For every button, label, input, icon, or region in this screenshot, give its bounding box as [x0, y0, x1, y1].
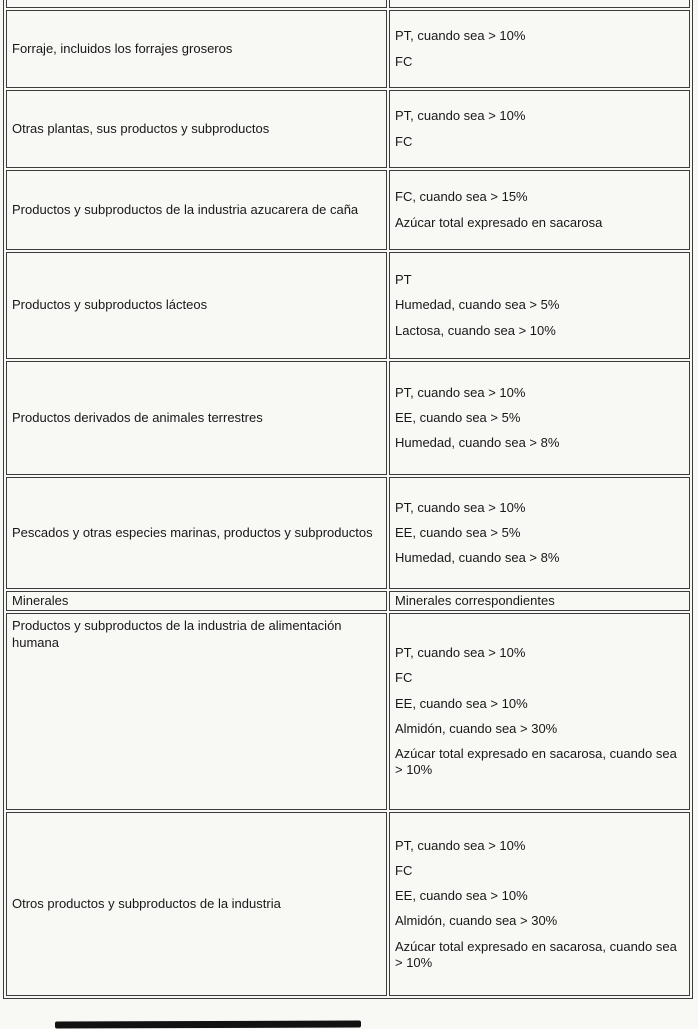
- category-cell: [6, 90, 387, 168]
- category-cell: [6, 812, 387, 996]
- category-label: Productos derivados de animales terrestres: [12, 409, 263, 425]
- requirement-line: EE, cuando sea > 10%: [395, 695, 528, 711]
- requirement-line: FC: [395, 53, 413, 69]
- requirement-line: Almidón, cuando sea > 30%: [395, 913, 558, 929]
- category-cell: [6, 252, 387, 359]
- table-row: [6, 477, 690, 589]
- table-row: [6, 613, 690, 810]
- requirement-line: Humedad, cuando sea > 8%: [395, 435, 560, 451]
- requirement-line: FC, cuando sea > 15%: [395, 189, 528, 205]
- category-cell: [6, 477, 387, 589]
- requirement-line: Azúcar total expresado en sacarosa, cuando sea > 10%: [395, 746, 677, 778]
- requirement-line: PT, cuando sea > 10%: [395, 108, 526, 124]
- category-cell: [6, 361, 387, 475]
- table-row: [6, 361, 690, 475]
- requirement-line: Humedad, cuando sea > 8%: [395, 550, 560, 566]
- requirement-line: Azúcar total expresado en sacarosa, cuando sea > 10%: [395, 938, 677, 970]
- table-row: [6, 252, 690, 359]
- table-body: [6, 0, 690, 996]
- requirement-line: PT, cuando sea > 10%: [395, 837, 526, 853]
- requirements-cell: [389, 170, 690, 250]
- category-label: Otras plantas, sus productos y subproductos: [12, 120, 270, 136]
- table-row: [6, 170, 690, 250]
- table-row: [6, 90, 690, 168]
- category-cell: [6, 591, 387, 611]
- requirement-line: Almidón, cuando sea > 30%: [395, 720, 558, 736]
- requirement-line: FC: [395, 862, 413, 878]
- category-cell: [6, 0, 387, 8]
- requirements-cell: [389, 361, 690, 475]
- category-cell: [6, 170, 387, 250]
- requirement-line: EE, cuando sea > 10%: [395, 888, 528, 903]
- category-label: Productos y subproductos lácteos: [12, 297, 208, 313]
- requirements-cell: [389, 252, 690, 359]
- requirement-line: PT, cuando sea > 10%: [395, 645, 526, 660]
- category-label: Productos y subproductos de la industria azucarera de caña: [12, 201, 359, 217]
- requirement-line: PT, cuando sea > 10%: [395, 28, 526, 44]
- requirement-line: EE, cuando sea > 5%: [395, 409, 521, 425]
- requirement-line: PT, cuando sea > 10%: [395, 384, 526, 400]
- requirement-line: PT, cuando sea > 10%: [395, 499, 526, 515]
- requirement-line: FC: [395, 133, 413, 149]
- category-label: Otros productos y subproductos de la industria: [12, 896, 281, 912]
- requirement-line: Humedad, cuando sea > 5%: [395, 297, 560, 313]
- scan-artifact: [55, 1020, 361, 1028]
- requirements-cell: [389, 477, 690, 589]
- requirement-line: Lactosa, cuando sea > 10%: [395, 322, 556, 338]
- requirement-line: PT: [395, 272, 412, 288]
- requirement-line: Azúcar total expresado en sacarosa: [395, 214, 603, 230]
- requirements-cell: [389, 10, 690, 88]
- table-row: [6, 10, 690, 88]
- requirement-line: Minerales correspondientes: [395, 593, 555, 608]
- category-cell: [6, 613, 387, 810]
- table-row: [6, 591, 690, 611]
- requirements-cell: [389, 90, 690, 168]
- table-row: [6, 812, 690, 996]
- requirement-line: EE, cuando sea > 5%: [395, 524, 521, 540]
- category-label: Pescados y otras especies marinas, productos y subproductos: [12, 524, 373, 540]
- category-label: Forraje, incluidos los forrajes groseros: [12, 40, 233, 56]
- requirements-cell: [389, 812, 690, 996]
- category-label: Productos y subproductos de la industria de alimentación humana: [12, 618, 342, 650]
- requirements-cell: [389, 0, 690, 8]
- category-label: Minerales: [12, 593, 69, 608]
- category-cell: [6, 10, 387, 88]
- requirement-line: FC: [395, 670, 413, 686]
- requirements-cell: [389, 613, 690, 810]
- requirements-cell: [389, 591, 690, 611]
- requirements-table: [3, 0, 693, 999]
- table-row-partial: [6, 0, 690, 8]
